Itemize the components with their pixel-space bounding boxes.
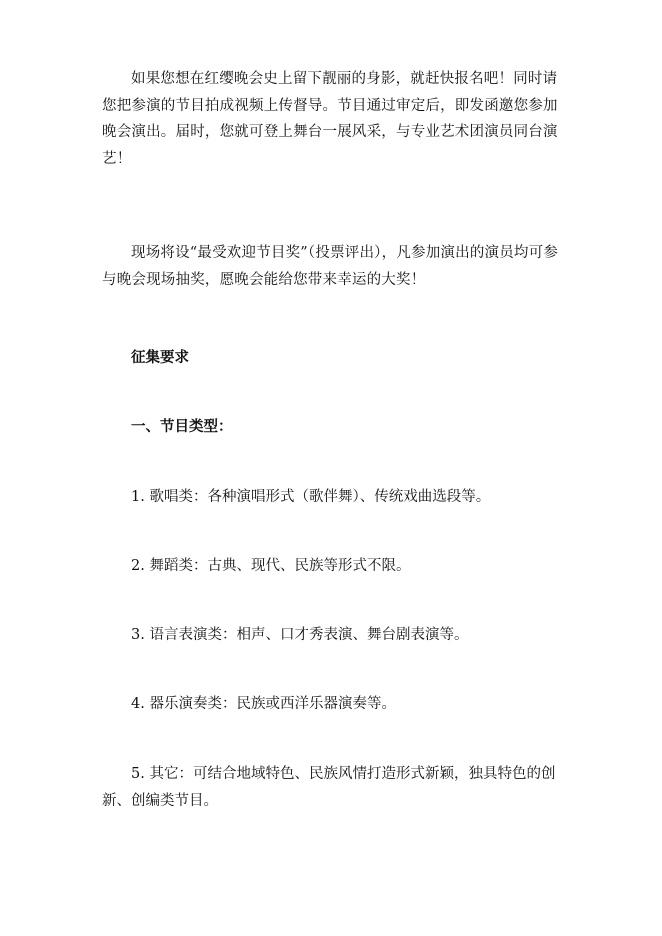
- intro-paragraph: 如果您想在红缨晚会史上留下靓丽的身影，就赶快报名吧！同时请您把参演的节目拍成视频上传督导。节目通过审定后，即发函邀您参加晚会演出。届时，您就可登上舞台一展风采，与专业艺术团演员同台演艺！: [102, 71, 558, 167]
- requirements-heading: 征集要求: [131, 349, 189, 366]
- award-paragraph: 现场将设“最受欢迎节目奖”（投票评出），凡参加演出的演员均可参与晚会现场抽奖，愿晚会能给您带来幸运的大奖！: [102, 245, 559, 288]
- program-type-item-5: 5. 其它：可结合地域特色、民族风情打造形式新颖，独具特色的创新、创编类节目。: [102, 766, 556, 809]
- program-type-item-3: 3. 语言表演类：相声、口才秀表演、舞台剧表演等。: [131, 627, 469, 643]
- program-types-heading: 一、节目类型：: [131, 418, 233, 435]
- program-type-item-4: 4. 器乐演奏类：民族或西洋乐器演奏等。: [131, 696, 396, 712]
- program-type-item-2: 2. 舞蹈类：古典、现代、民族等形式不限。: [131, 558, 411, 574]
- program-type-item-1: 1. 歌唱类：各种演唱形式（歌伴舞）、传统戏曲选段等。: [131, 489, 491, 505]
